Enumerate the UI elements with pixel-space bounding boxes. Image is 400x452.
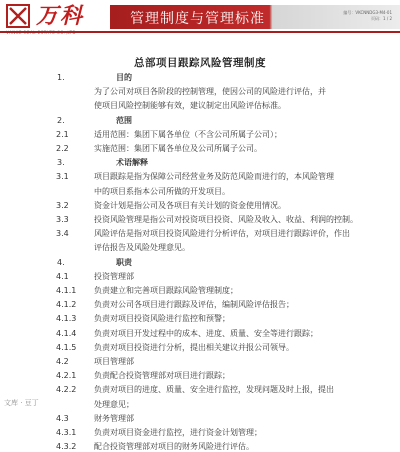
clause-text: 中的项目系指本公司所做的开发项目。 — [94, 186, 230, 196]
header-divider — [0, 31, 400, 33]
clause-number: 4.2.2 — [56, 385, 77, 395]
clause-text: 实施范围：集团下属各单位及公司所属子公司。 — [94, 144, 262, 153]
clause-number: 4.1.5 — [56, 342, 77, 352]
document-number: 编号：VKCNNDG3-M4-01 — [343, 10, 392, 15]
clause-number: 4.1.2 — [56, 300, 77, 310]
clause-text: 适用范围：集团下属各单位（不含公司所属子公司）； — [94, 129, 282, 139]
document-info — [343, 10, 392, 22]
clause-text: 负责对项目投资风险进行监控和预警； — [94, 314, 230, 324]
clause-text: 负责对项目开发过程中的成本、进度、质量、安全等进行跟踪； — [94, 328, 318, 338]
clause-number: 1. — [57, 73, 65, 82]
clause-number: 3.2 — [56, 200, 69, 210]
clause-text: 术语解释 — [116, 158, 148, 168]
clause-text: 评估报告及风险处理意见。 — [94, 243, 190, 253]
clause-number: 4.1.3 — [56, 314, 77, 324]
clause-text: 范围 — [116, 115, 132, 125]
clause-number: 2.1 — [56, 129, 69, 139]
clause-text: 负责对项目资金进行监控，进行资金计划管理； — [94, 428, 262, 437]
clause-text: 负责对公司各项目进行跟踪及评估，编制风险评估报告； — [94, 300, 294, 310]
clause-text: 为了公司对项目各阶段的控制管理，使因公司的风险进行评估，并 — [94, 87, 326, 97]
clause-text: 负责配合投资管理部对项目进行跟踪； — [94, 371, 230, 381]
clause-text: 目的 — [116, 73, 132, 82]
clause-number: 4.3.2 — [56, 442, 77, 452]
clause-number: 2.2 — [56, 144, 69, 153]
clause-number: 4. — [57, 257, 65, 267]
clause-number: 3.4 — [56, 229, 69, 239]
document-header — [0, 0, 400, 40]
clause-text: 财务管理部 — [94, 413, 134, 423]
clause-text: 职责 — [116, 257, 132, 267]
clause-number: 3.1 — [56, 172, 69, 182]
page-number: 页码：1 / 2 — [371, 16, 392, 21]
header-banner — [110, 5, 400, 29]
clause-number: 2. — [57, 115, 65, 125]
banner-title: 管理制度与管理标准 — [130, 11, 265, 27]
clause-number: 4.3.1 — [56, 428, 77, 437]
clause-number: 4.2.1 — [56, 371, 77, 381]
clause-text: 负责建立和完善项目跟踪风险管理制度； — [94, 286, 238, 295]
clause-text: 资金计划是指公司及各项目有关计划的资金使用情况。 — [94, 200, 286, 210]
clause-text: 处理意见； — [94, 399, 134, 409]
clause-text: 投资风险管理是指公司对投资项目投资、风险及收入、收益、利润的控制。 — [94, 215, 358, 224]
clause-text: 负责对项目的进度、质量、安全进行监控，发现问题及时上报，提出 — [94, 385, 334, 395]
clause-text: 风险评估是指对项目投资风险进行分析评估，对项目进行跟踪评价，作出 — [94, 229, 350, 239]
clause-text: 配合投资管理部对项目的财务风险进行评估。 — [94, 442, 254, 452]
clause-number: 4.2 — [56, 357, 69, 366]
clause-number: 4.1.4 — [56, 328, 77, 338]
brand-name: 万科 — [36, 3, 85, 29]
clause-number: 3.3 — [56, 215, 69, 224]
clause-number: 4.1 — [56, 271, 69, 281]
clause-number: 4.3 — [56, 413, 69, 423]
clause-text: 投资管理部 — [94, 271, 134, 281]
watermark-text: 文库 · 豆丁 — [4, 399, 39, 407]
clause-text: 负责对项目投资进行分析，提出相关建议并报公司领导。 — [94, 342, 294, 352]
vanke-logo-icon — [6, 4, 30, 28]
clause-text: 项目跟踪是指为保障公司经营业务及防范风险而进行的，本风险管理 — [94, 172, 334, 182]
clause-number: 4.1.1 — [56, 286, 77, 295]
clause-text: 项目管理部 — [94, 357, 134, 366]
document-title: 总部项目跟踪风险管理制度 — [134, 57, 266, 69]
clause-text: 使项目风险控制能够有效，建议制定出风险评估标准。 — [94, 101, 286, 111]
clause-number: 3. — [57, 158, 65, 168]
